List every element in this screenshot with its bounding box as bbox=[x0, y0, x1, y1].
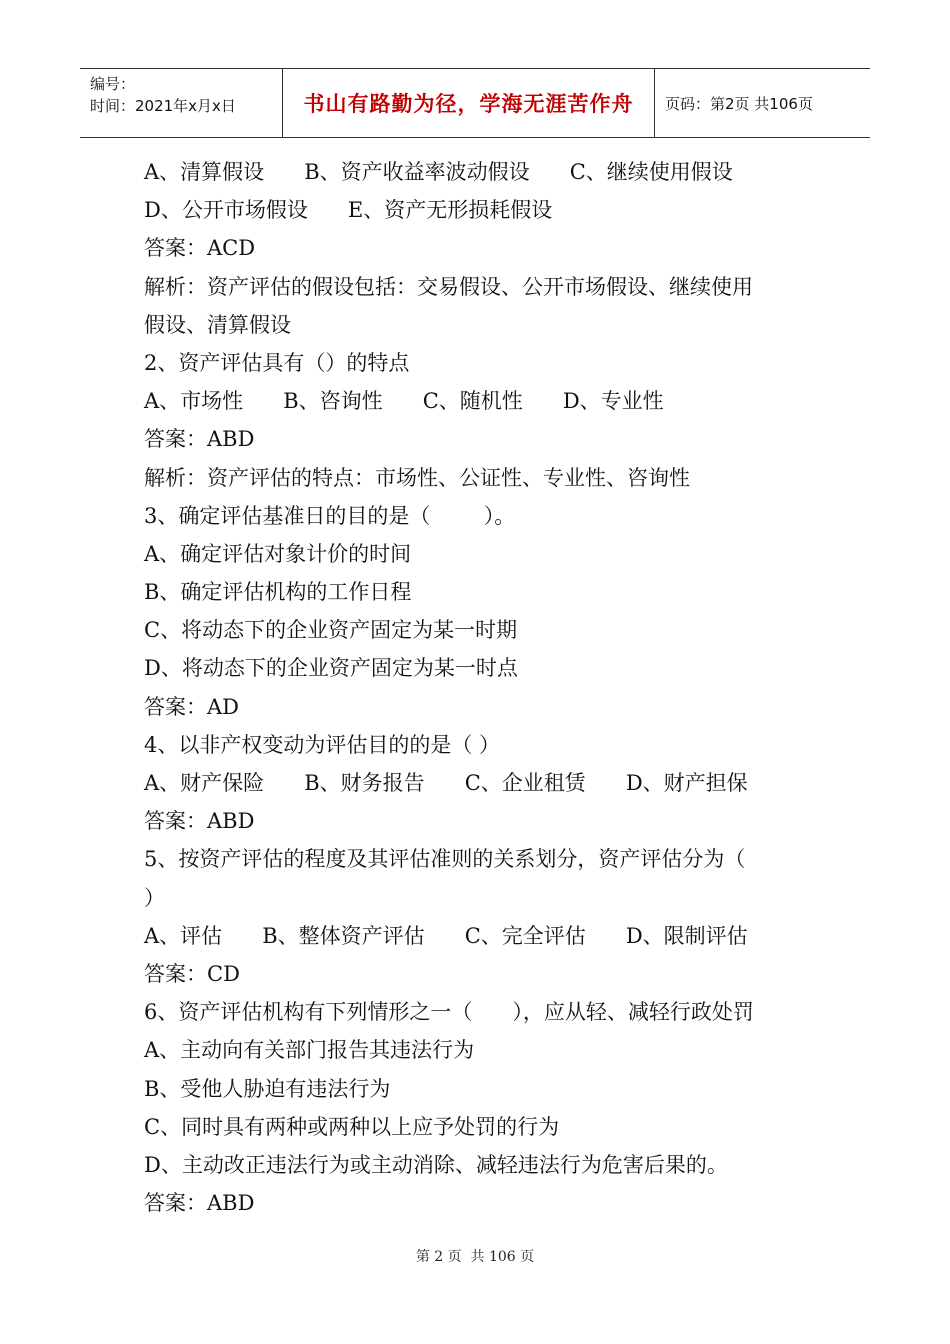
text-line: A、财产保险 B、财务报告 C、企业租赁 D、财产担保 bbox=[144, 771, 748, 795]
text-line: 3、确定评估基准日的目的是（ ）。 bbox=[144, 503, 516, 528]
text-line: C、同时具有两种或两种以上应予处罚的行为 bbox=[144, 1114, 560, 1139]
text-line: 假设、清算假设 bbox=[144, 312, 291, 337]
text-line: 6、资产评估机构有下列情形之一（ ），应从轻、减轻行政处罚 bbox=[144, 1000, 754, 1025]
text-line: 答案：ABD bbox=[144, 1191, 255, 1216]
text-line: A、评估 B、整体资产评估 C、完全评估 D、限制评估 bbox=[144, 923, 748, 948]
text-line: 2、资产评估具有（）的特点 bbox=[144, 350, 410, 375]
text-line: 5、按资产评估的程度及其评估准则的关系划分，资产评估分为（ bbox=[144, 847, 746, 872]
time-label: 时间：2021年x月x日 bbox=[90, 97, 236, 115]
text-line: A、主动向有关部门报告其违法行为 bbox=[144, 1038, 475, 1063]
text-line: D、主动改正违法行为或主动消除、减轻违法行为危害后果的。 bbox=[144, 1152, 728, 1177]
text-line: 答案：ACD bbox=[144, 236, 256, 261]
text-line: D、将动态下的企业资产固定为某一时点 bbox=[144, 656, 518, 681]
number-label: 编号： bbox=[90, 75, 136, 93]
header-page-info: 页码：第2页 共106页 bbox=[665, 94, 813, 113]
header-motto: 书山有路勤为径，学海无涯苦作舟 bbox=[283, 69, 655, 137]
text-line: D、公开市场假设 E、资产无形损耗假设 bbox=[144, 198, 553, 223]
page-footer: 第 2 页 共 106 页 bbox=[415, 1249, 535, 1265]
text-line: B、确定评估机构的工作日程 bbox=[144, 580, 412, 605]
header-meta bbox=[80, 69, 283, 137]
text-line: 答案：ABD bbox=[144, 427, 255, 452]
text-line: B、受他人胁迫有违法行为 bbox=[144, 1076, 391, 1101]
text-line: 答案：AD bbox=[144, 694, 240, 719]
text-line: ） bbox=[144, 885, 165, 910]
text-line: 解析：资产评估的假设包括：交易假设、公开市场假设、继续使用 bbox=[144, 274, 753, 299]
text-line: A、清算假设 B、资产收益率波动假设 C、继续使用假设 bbox=[144, 160, 733, 184]
text-line: A、市场性 B、咨询性 C、随机性 D、专业性 bbox=[144, 389, 664, 414]
text-line: 答案：CD bbox=[144, 961, 240, 986]
text-line: 解析：资产评估的特点：市场性、公证性、专业性、咨询性 bbox=[144, 465, 690, 490]
text-line: 4、以非产权变动为评估目的的是（ ） bbox=[144, 732, 501, 757]
text-line: 答案：ABD bbox=[144, 809, 255, 834]
text-line: C、将动态下的企业资产固定为某一时期 bbox=[144, 618, 518, 643]
text-line: A、确定评估对象计价的时间 bbox=[144, 541, 412, 566]
document-body bbox=[144, 153, 824, 1222]
page-header bbox=[80, 68, 870, 138]
